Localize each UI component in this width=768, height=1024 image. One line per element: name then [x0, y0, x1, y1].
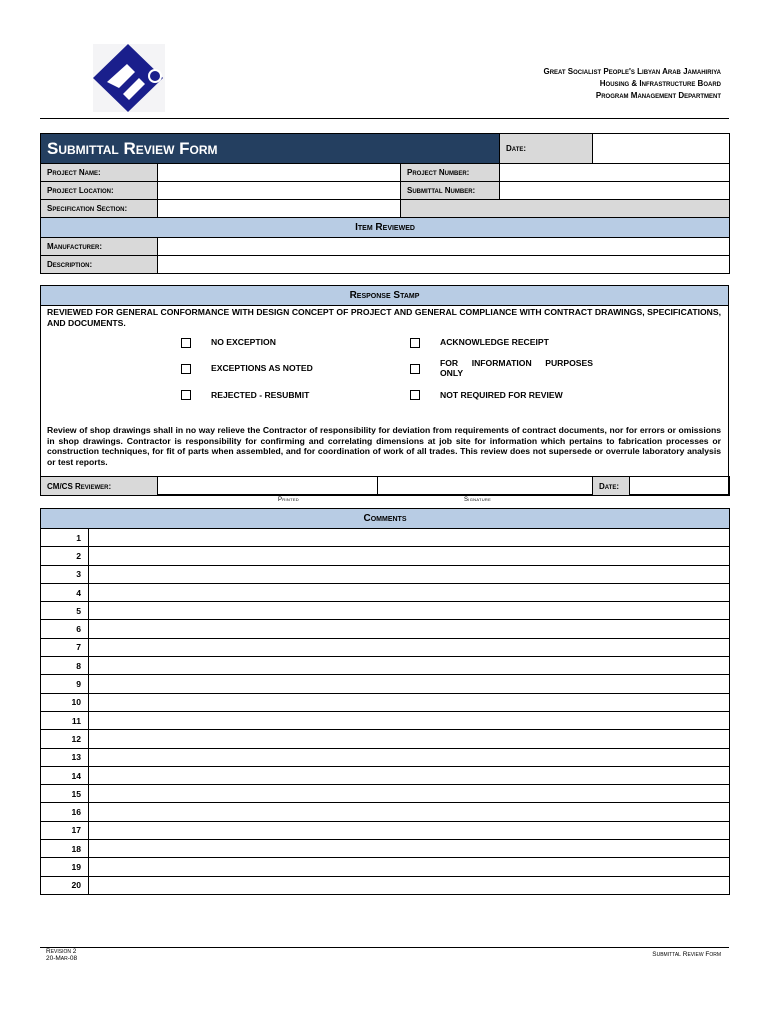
response-stamp-heading: Response Stamp [41, 286, 728, 306]
organization-header [543, 66, 721, 102]
comment-field[interactable] [89, 730, 730, 748]
specification-section-field[interactable] [158, 200, 401, 218]
comment-row-number: 16 [41, 803, 89, 821]
project-location-label: Project Location: [41, 182, 158, 200]
printed-caption: Printed [278, 497, 299, 503]
comment-row [41, 675, 730, 693]
comment-row-number: 2 [41, 547, 89, 565]
comment-row [41, 876, 730, 894]
comment-row [41, 785, 730, 803]
comment-row [41, 529, 730, 547]
comment-row [41, 711, 730, 729]
comment-field[interactable] [89, 638, 730, 656]
comment-field[interactable] [89, 748, 730, 766]
project-location-field[interactable] [158, 182, 401, 200]
comment-row-number: 14 [41, 766, 89, 784]
comment-field[interactable] [89, 693, 730, 711]
org-line-2: Housing & Infrastructure Board [599, 79, 721, 88]
comment-row-number: 6 [41, 620, 89, 638]
comment-rows [41, 529, 730, 895]
comment-field[interactable] [89, 766, 730, 784]
comment-field[interactable] [89, 711, 730, 729]
department-logo [93, 44, 165, 112]
comment-row [41, 803, 730, 821]
comment-row [41, 693, 730, 711]
stamp-intro-text: REVIEWED FOR GENERAL CONFORMANCE WITH DESIGN CONCEPT OF PROJECT AND GENERAL COMPLIANCE WITH CONTRACT DRAWINGS, SPECIFICATIONS, AND DOCUMENTS. [47, 307, 721, 328]
comment-row-number: 9 [41, 675, 89, 693]
comment-row [41, 840, 730, 858]
comment-row-number: 18 [41, 840, 89, 858]
comment-field[interactable] [89, 657, 730, 675]
comment-row [41, 858, 730, 876]
comment-row [41, 730, 730, 748]
revision-date: 20-Mar-08 [46, 955, 78, 962]
manufacturer-field[interactable] [158, 238, 730, 256]
reviewer-signature-field[interactable] [378, 477, 593, 496]
comment-field[interactable] [89, 803, 730, 821]
footer-revision [46, 948, 77, 962]
comment-row [41, 602, 730, 620]
stamp-disclaimer-text: Review of shop drawings shall in no way relieve the Contractor of responsibility for deviation from requirements of contract documents, nor for errors or omissions in shop drawings. Contractor is responsibility for confirming and correlating dimensions at job site for information which pertains to fabrication processes or construction techniques, for fit of parts when assembled, and for coordination of work of all trades. This review does not supersede or overrule laboratory analysis or test reports. [47, 425, 721, 467]
project-number-field[interactable] [500, 164, 730, 182]
comment-field[interactable] [89, 675, 730, 693]
comment-row [41, 748, 730, 766]
date-field[interactable] [593, 134, 730, 164]
comment-row [41, 638, 730, 656]
no-exception-checkbox[interactable] [181, 338, 191, 348]
date-label: Date: [500, 134, 593, 164]
no-exception-label: NO EXCEPTION [211, 337, 276, 347]
comment-row [41, 821, 730, 839]
signature-caption: Signature [464, 497, 492, 503]
reviewer-label: CM/CS Reviewer: [41, 477, 158, 496]
comment-field[interactable] [89, 785, 730, 803]
exceptions-as-noted-checkbox[interactable] [181, 364, 191, 374]
comment-field[interactable] [89, 583, 730, 601]
comments-heading: Comments [41, 509, 730, 529]
comment-row-number: 1 [41, 529, 89, 547]
comment-field[interactable] [89, 876, 730, 894]
comment-row-number: 5 [41, 602, 89, 620]
response-stamp-section [40, 285, 729, 495]
comment-row [41, 620, 730, 638]
comment-row [41, 565, 730, 583]
comments-table [40, 508, 730, 895]
comment-row-number: 4 [41, 583, 89, 601]
project-info-table [40, 133, 730, 274]
comment-row-number: 11 [41, 711, 89, 729]
comment-row-number: 12 [41, 730, 89, 748]
submittal-number-label: Submittal Number: [401, 182, 500, 200]
comment-row-number: 17 [41, 821, 89, 839]
reviewer-printed-name-field[interactable] [158, 477, 378, 496]
acknowledge-receipt-label: ACKNOWLEDGE RECEIPT [440, 337, 549, 347]
comment-row-number: 10 [41, 693, 89, 711]
comment-field[interactable] [89, 620, 730, 638]
comment-row [41, 583, 730, 601]
comment-field[interactable] [89, 840, 730, 858]
reviewer-date-label: Date: [593, 477, 630, 496]
footer-divider [40, 947, 729, 948]
comment-row-number: 19 [41, 858, 89, 876]
comment-row-number: 7 [41, 638, 89, 656]
revision-number: Revision 2 [46, 948, 77, 955]
description-label: Description: [41, 256, 158, 274]
comment-field[interactable] [89, 547, 730, 565]
header-divider [40, 118, 729, 119]
comment-field[interactable] [89, 529, 730, 547]
specification-section-label: Specification Section: [41, 200, 158, 218]
comment-field[interactable] [89, 602, 730, 620]
rejected-resubmit-checkbox[interactable] [181, 390, 191, 400]
comment-row-number: 20 [41, 876, 89, 894]
project-number-label: Project Number: [401, 164, 500, 182]
exceptions-as-noted-label: EXCEPTIONS AS NOTED [211, 363, 313, 373]
footer-form-name: Submittal Review Form [652, 951, 721, 958]
comment-row [41, 766, 730, 784]
description-field[interactable] [158, 256, 730, 274]
comment-row-number: 15 [41, 785, 89, 803]
for-information-label: FOR INFORMATION PURPOSES ONLY [440, 358, 593, 378]
comment-row-number: 3 [41, 565, 89, 583]
comment-field[interactable] [89, 821, 730, 839]
comment-row-number: 13 [41, 748, 89, 766]
org-line-3: Program Management Department [595, 91, 721, 100]
blank-shaded-cell [401, 200, 730, 218]
comment-row [41, 657, 730, 675]
for-information-checkbox[interactable] [410, 364, 420, 374]
project-name-field[interactable] [158, 164, 401, 182]
item-reviewed-heading: Item Reviewed [41, 218, 730, 238]
project-name-label: Project Name: [41, 164, 158, 182]
comment-row-number: 8 [41, 657, 89, 675]
comment-row [41, 547, 730, 565]
org-line-1: Great Socialist People's Libyan Arab Jamahiriya [543, 67, 721, 76]
form-title: Submittal Review Form [41, 134, 500, 164]
comment-field[interactable] [89, 858, 730, 876]
acknowledge-receipt-checkbox[interactable] [410, 338, 420, 348]
not-required-checkbox[interactable] [410, 390, 420, 400]
reviewer-date-field[interactable] [630, 477, 730, 496]
reviewer-table [40, 476, 730, 496]
submittal-number-field[interactable] [500, 182, 730, 200]
manufacturer-label: Manufacturer: [41, 238, 158, 256]
not-required-label: NOT REQUIRED FOR REVIEW [440, 390, 563, 400]
rejected-resubmit-label: REJECTED - RESUBMIT [211, 390, 310, 400]
comment-field[interactable] [89, 565, 730, 583]
